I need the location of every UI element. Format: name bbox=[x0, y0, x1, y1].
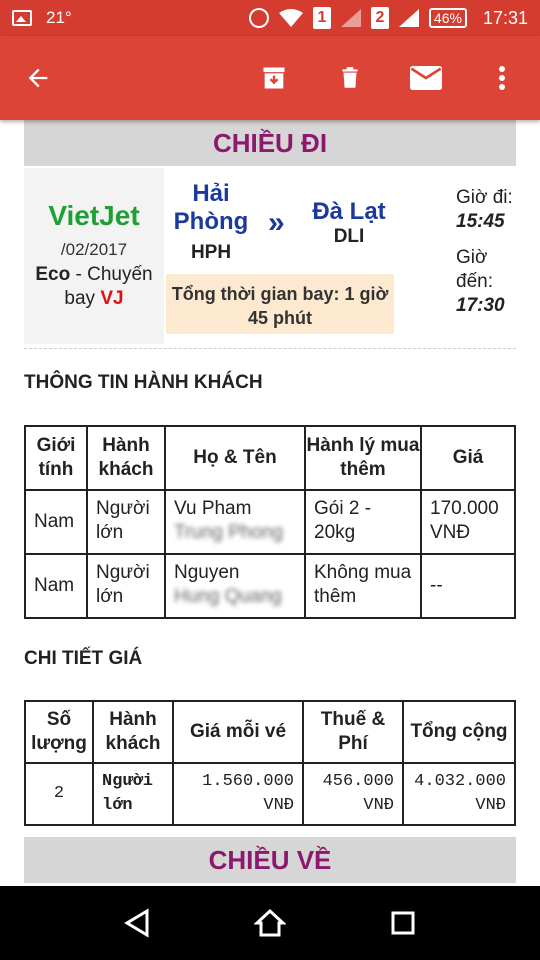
origin-code: HPH bbox=[190, 242, 232, 263]
alarm-icon bbox=[249, 8, 269, 28]
flight-times bbox=[456, 186, 520, 318]
passenger-type-cell: Người lớn bbox=[87, 554, 165, 618]
flight-duration: Tổng thời gian bay: 1 giờ 45 phút bbox=[166, 274, 394, 334]
name-visible: Nguyen bbox=[174, 562, 240, 583]
app-bar bbox=[0, 36, 540, 120]
col-passenger: Hành khách bbox=[93, 701, 173, 763]
fare-class: Eco bbox=[35, 264, 71, 285]
wifi-icon bbox=[279, 9, 303, 27]
col-quantity: Số lượng bbox=[25, 701, 93, 763]
back-arrow-icon[interactable] bbox=[22, 62, 54, 94]
price-cell: 170.000 VNĐ bbox=[421, 490, 515, 554]
name-redacted: Trung Phong bbox=[174, 522, 284, 543]
navigation-bar bbox=[0, 886, 540, 960]
price-table bbox=[24, 700, 516, 826]
tax-cell: 456.000 VNĐ bbox=[303, 763, 403, 825]
price-detail-title: CHI TIẾT GIÁ bbox=[24, 648, 143, 669]
col-gender: Giới tính bbox=[25, 426, 87, 490]
fare-suffix: - Chuyến bbox=[70, 264, 153, 285]
more-vert-icon[interactable] bbox=[486, 62, 518, 94]
arrive-time: 17:30 bbox=[456, 295, 505, 316]
table-header-row bbox=[25, 701, 515, 763]
recents-icon[interactable] bbox=[387, 907, 419, 939]
depart-label: Giờ đi: bbox=[456, 187, 513, 208]
unit-price-cell: 1.560.000 VNĐ bbox=[173, 763, 303, 825]
origin-city: Hải Phòng bbox=[173, 180, 249, 235]
depart-time: 15:45 bbox=[456, 211, 505, 232]
divider bbox=[24, 348, 516, 349]
gender-cell: Nam bbox=[25, 490, 87, 554]
table-header-row bbox=[25, 426, 515, 490]
airline-box bbox=[24, 168, 164, 344]
airline-name: VietJet bbox=[48, 200, 140, 231]
passenger-type-cell: Người lớn bbox=[93, 763, 173, 825]
name-visible: Vu Pham bbox=[174, 498, 252, 519]
passenger-table bbox=[24, 425, 516, 619]
battery-icon: 46% bbox=[429, 8, 467, 28]
passenger-info-title: THÔNG TIN HÀNH KHÁCH bbox=[24, 372, 263, 393]
return-header: CHIỀU VỀ bbox=[24, 837, 516, 883]
gender-cell: Nam bbox=[25, 554, 87, 618]
col-tax: Thuế & Phí bbox=[303, 701, 403, 763]
col-total: Tổng cộng bbox=[403, 701, 515, 763]
baggage-cell: Không mua thêm bbox=[305, 554, 421, 618]
table-row bbox=[25, 554, 515, 618]
image-notification-icon bbox=[12, 10, 32, 26]
sim2-icon: 2 bbox=[371, 7, 389, 29]
email-body bbox=[0, 120, 540, 886]
flight-prefix: bay bbox=[64, 288, 101, 309]
col-name: Họ & Tên bbox=[165, 426, 305, 490]
outbound-header: CHIỀU ĐI bbox=[24, 120, 516, 166]
delete-icon[interactable] bbox=[334, 62, 366, 94]
quantity-cell: 2 bbox=[25, 763, 93, 825]
col-passenger: Hành khách bbox=[87, 426, 165, 490]
archive-icon[interactable] bbox=[258, 62, 290, 94]
signal2-icon bbox=[399, 9, 419, 27]
destination-code: DLI bbox=[333, 226, 365, 247]
sim1-icon: 1 bbox=[313, 7, 331, 29]
destination-city: Đà Lạt bbox=[312, 198, 386, 225]
table-row bbox=[25, 490, 515, 554]
outbound-flight-card bbox=[24, 168, 516, 344]
mail-icon[interactable] bbox=[410, 62, 442, 94]
baggage-cell: Gói 2 - 20kg bbox=[305, 490, 421, 554]
home-icon[interactable] bbox=[254, 907, 286, 939]
direction-arrow: » bbox=[268, 206, 285, 239]
fare-class-line bbox=[24, 264, 164, 286]
flight-date: /02/2017 bbox=[60, 240, 128, 259]
clock: 17:31 bbox=[482, 7, 528, 28]
name-cell bbox=[165, 490, 305, 554]
arrive-label: Giờ đến: bbox=[456, 247, 493, 292]
flight-code: VJ bbox=[100, 288, 124, 309]
name-cell bbox=[165, 554, 305, 618]
price-cell: -- bbox=[421, 554, 515, 618]
passenger-type-cell: Người lớn bbox=[87, 490, 165, 554]
col-baggage: Hành lý mua thêm bbox=[305, 426, 421, 490]
flight-code-line bbox=[24, 288, 164, 310]
name-redacted: Hung Quang bbox=[174, 586, 282, 607]
table-row bbox=[25, 763, 515, 825]
total-cell: 4.032.000 VNĐ bbox=[403, 763, 515, 825]
col-unit-price: Giá mỗi vé bbox=[173, 701, 303, 763]
back-triangle-icon[interactable] bbox=[121, 907, 153, 939]
temperature: 21° bbox=[46, 8, 72, 27]
signal1-icon bbox=[341, 9, 361, 27]
col-price: Giá bbox=[421, 426, 515, 490]
status-bar bbox=[0, 0, 540, 36]
